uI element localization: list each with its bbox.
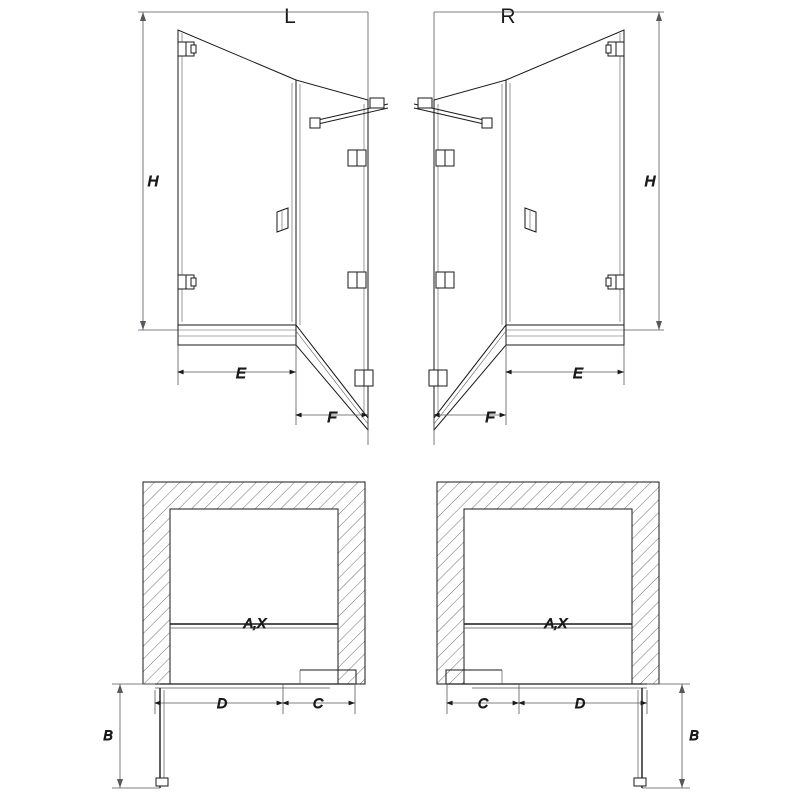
label-H-right: H [644,173,656,190]
label-D-right: D [574,695,586,711]
door-handle-right [525,208,536,232]
dimension-F-right [434,415,506,445]
wall-bracket-right [436,150,454,166]
hinge-top-left [178,42,196,56]
wall-bracket-bottom-right [429,370,447,386]
wall-hatch-left [143,482,365,684]
hinge-top-right [606,42,624,56]
label-D-left: D [216,695,228,711]
label-C-right: C [477,695,489,711]
hinge-bottom-right [606,275,624,289]
label-E-left: E [235,365,247,382]
elevation-right [414,12,664,445]
label-E-right: E [572,365,584,382]
wall-bracket-bottom-left [355,370,373,386]
hinge-bottom-left [178,275,196,289]
base-profile-right [434,325,624,430]
label-B-left: B [103,727,113,743]
dimension-E-right [506,345,624,425]
plan-right [437,482,699,788]
label-F-left: F [327,409,337,426]
wall-bracket-left [348,150,366,166]
plan-left [103,482,365,788]
label-B-right: B [689,727,699,743]
dimension-B-left [112,684,160,788]
elevation-left [138,12,388,445]
title-right: R [500,5,516,28]
label-AX-right: A,X [544,615,568,631]
wall-hatch-right [437,482,659,684]
stabiliser-bar-right [414,98,492,128]
glass-fixed-panel-left [296,80,368,418]
label-C-left: C [312,695,324,711]
label-F-right: F [485,409,495,426]
door-handle-left [277,208,288,232]
dimension-B-right [642,684,690,788]
title-left: L [284,5,296,28]
wall-bracket-lower-right [436,272,454,288]
wall-bracket-lower-left [348,272,366,288]
dimension-E-left [178,345,296,425]
dimension-DC-left [155,684,355,714]
label-H-left: H [147,173,159,190]
base-profile-left [178,325,368,430]
label-AX-left: A,X [243,615,267,631]
glass-fixed-panel-right [434,80,506,418]
stabiliser-bar-left [310,98,388,128]
